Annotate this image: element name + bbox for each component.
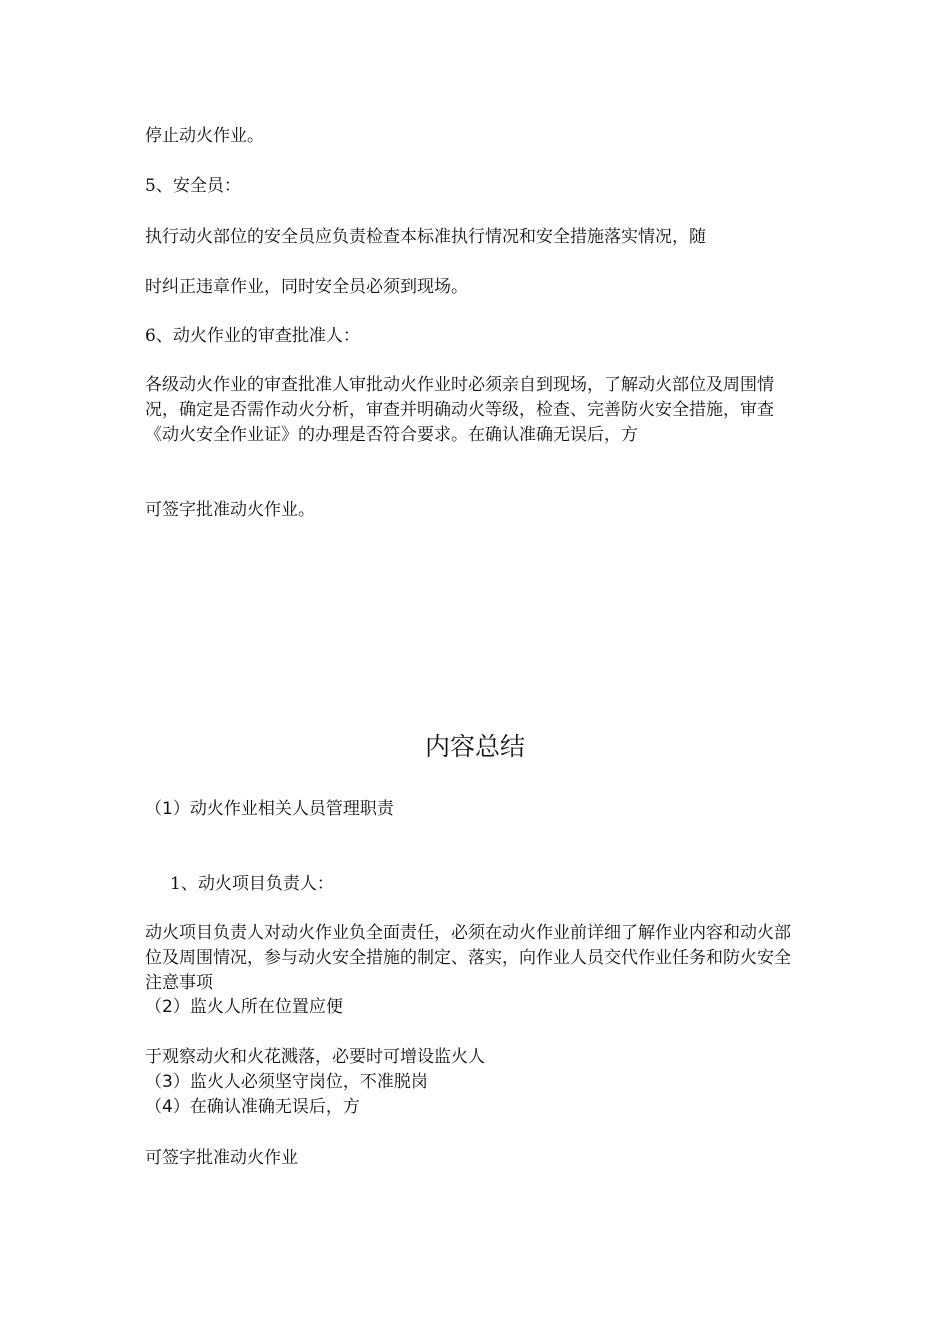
heading-text: 安全员： xyxy=(172,176,241,196)
paragraph-stop-work: 停止动火作业。 xyxy=(145,126,264,146)
summary-paragraph-project-lead: 动火项目负责人对动火作业负全面责任，必须在动火作业前详细了解作业内容和动火部位及周围情况，参与动火安全措施的制定、落实，向作业人员交代作业任务和防火安全注意事项 xyxy=(145,923,791,993)
summary-item-2-continued: 于观察动火和火花溅落，必要时可增设监火人 xyxy=(145,1047,485,1067)
heading-text: 动火作业的审查批准人： xyxy=(172,326,360,346)
summary-item-4: （4）在确认准确无误后，方 xyxy=(145,1097,360,1117)
summary-heading-project-lead xyxy=(170,872,830,897)
heading-number: 6、 xyxy=(145,326,173,346)
heading-safety-officer xyxy=(145,174,805,199)
heading-approver xyxy=(145,324,805,349)
paragraph-sign-approval: 可签字批准动火作业。 xyxy=(145,500,315,520)
summary-title: 内容总结 xyxy=(424,732,525,761)
summary-item-1: （1）动火作业相关人员管理职责 xyxy=(145,799,394,819)
heading-number: 5、 xyxy=(145,176,173,196)
paragraph-safety-officer-2: 时纠正违章作业，同时安全员必须到现场。 xyxy=(145,277,468,297)
paragraph-safety-officer-1: 执行动火部位的安全员应负责检查本标准执行情况和安全措施落实情况，随 xyxy=(145,227,706,247)
heading-number: 1、 xyxy=(170,874,198,894)
heading-text: 动火项目负责人： xyxy=(197,874,334,894)
summary-item-2: （2）监火人所在位置应便 xyxy=(145,997,343,1017)
paragraph-approver: 各级动火作业的审查批准人审批动火作业时必须亲自到现场，了解动火部位及周围情况，确定是否需作动火分析，审查并明确动火等级，检查、完善防火安全措施，审查《动火安全作业证》的办理是否符合要求。在确认准确无误后，方 xyxy=(145,375,774,445)
summary-item-4-continued: 可签字批准动火作业 xyxy=(145,1148,298,1168)
summary-item-3: （3）监火人必须坚守岗位，不准脱岗 xyxy=(145,1072,428,1092)
